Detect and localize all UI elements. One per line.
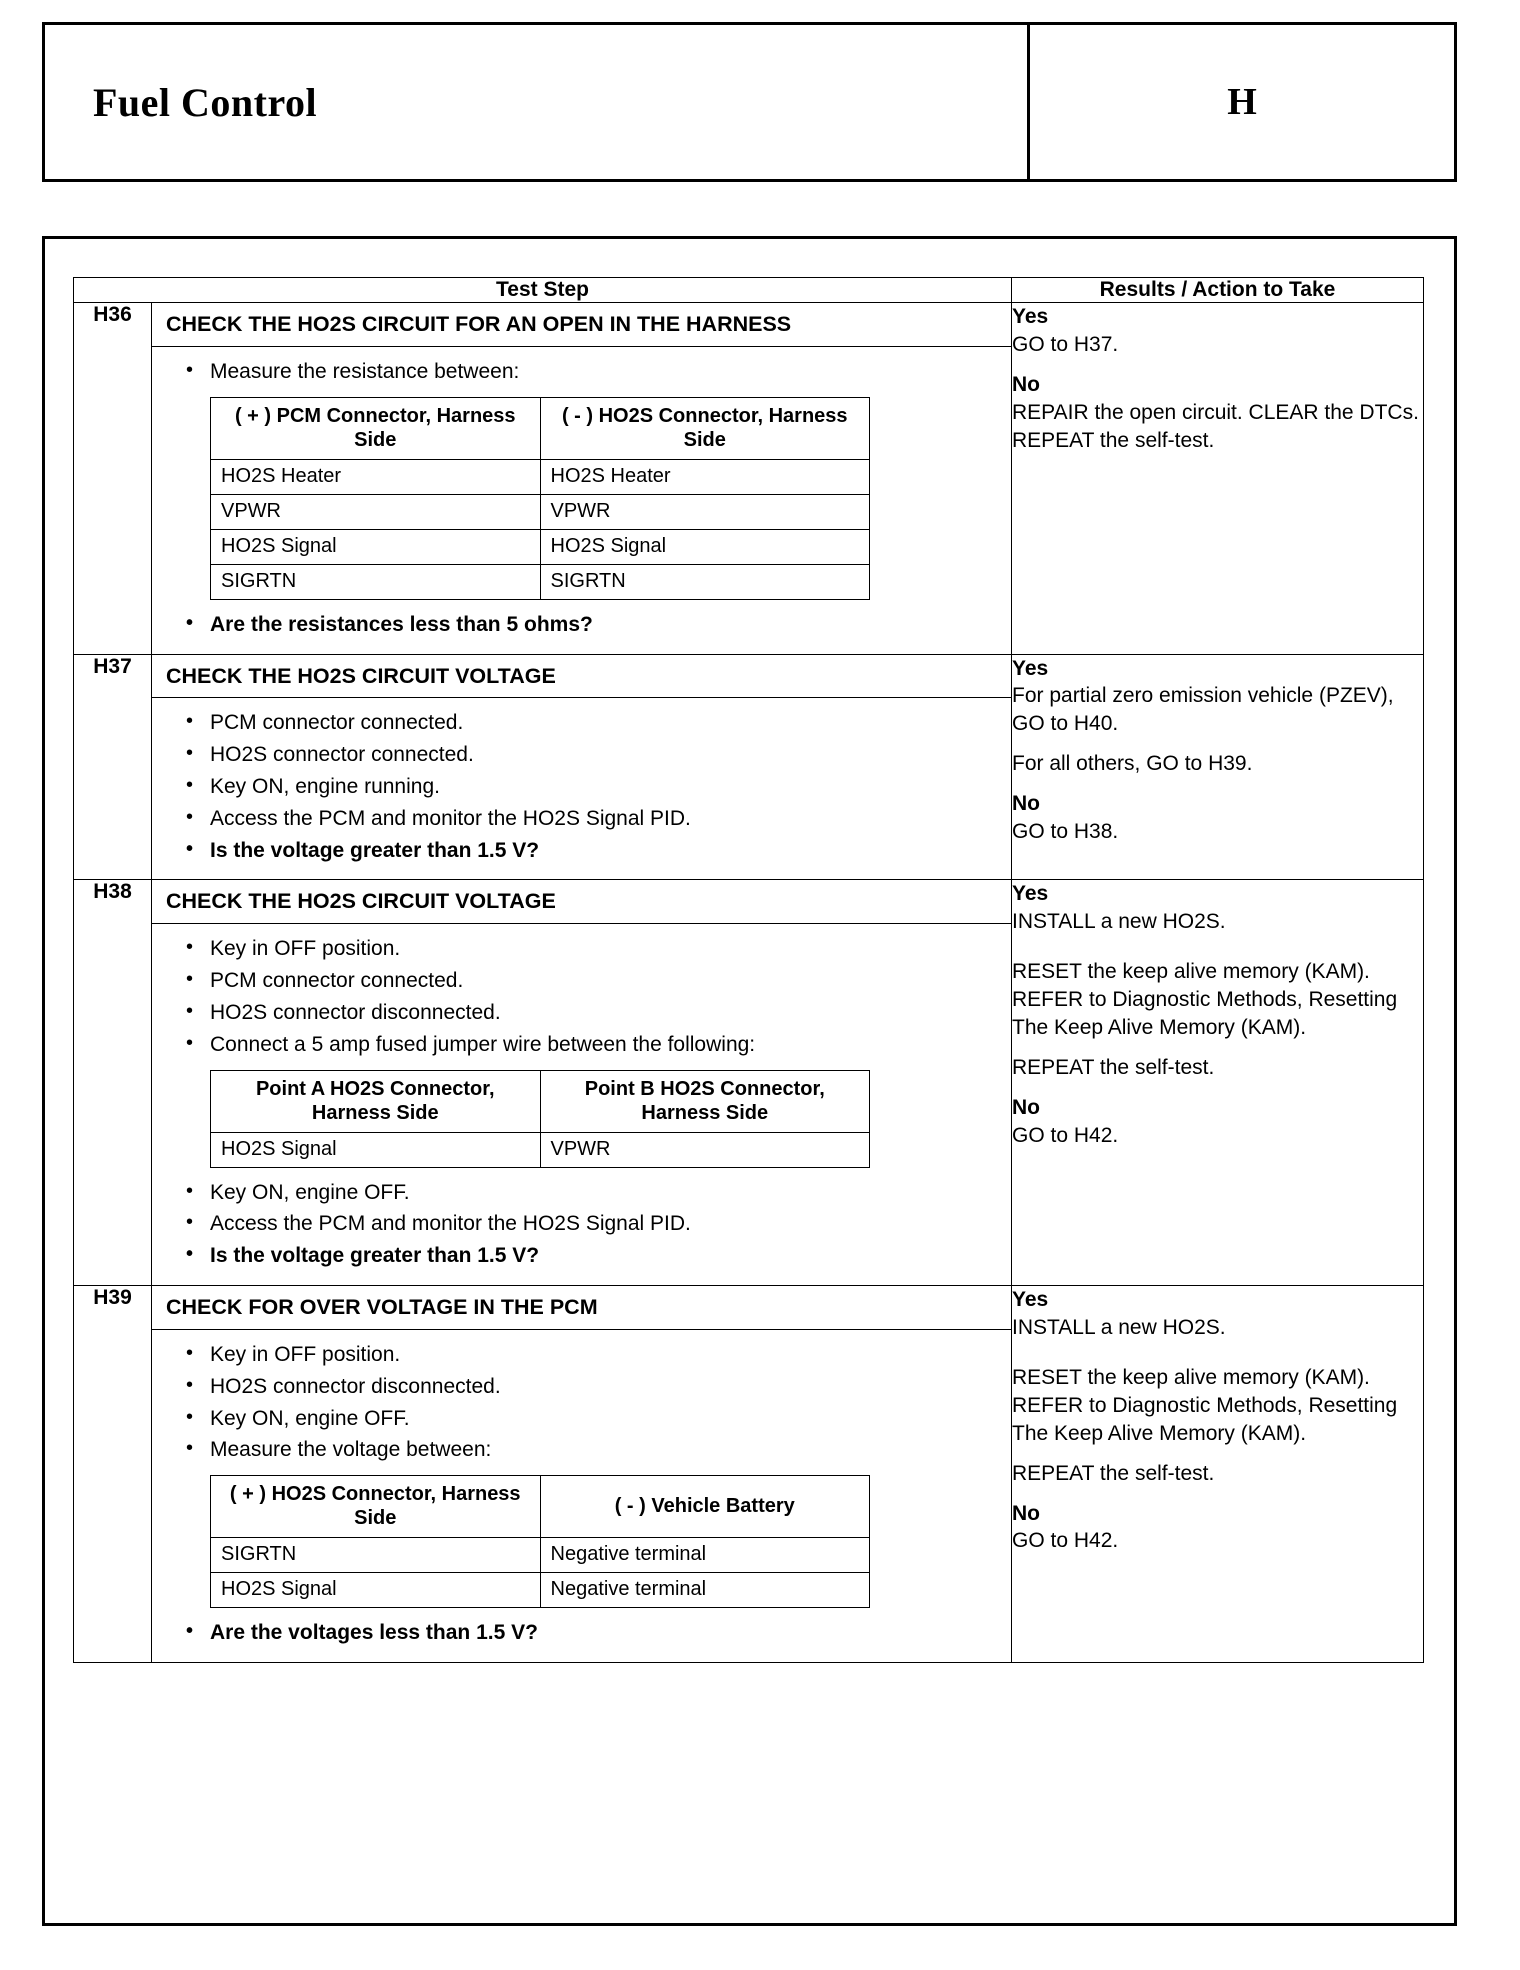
- result-block: [1012, 1460, 1423, 1488]
- result-text: REPAIR the open circuit. CLEAR the DTCs. REPEAT the self-test.: [1012, 400, 1419, 452]
- result-text: GO to H42.: [1012, 1529, 1119, 1553]
- result-block: [1012, 790, 1423, 846]
- result-block: [1012, 1094, 1423, 1150]
- result-block: [1012, 1500, 1423, 1556]
- section-letter: H: [1227, 81, 1257, 123]
- step-body-h37: [152, 698, 1011, 879]
- list-item: • Access the PCM and monitor the HO2S Signal PID.: [166, 804, 997, 834]
- header-section-letter-cell: [1030, 25, 1454, 179]
- result-label-yes: Yes: [1012, 656, 1049, 680]
- list-item: • Measure the resistance between:: [166, 357, 997, 387]
- step-id-h38: H38: [74, 880, 152, 1286]
- result-text: INSTALL a new HO2S.: [1012, 910, 1226, 934]
- list-item: • Is the voltage greater than 1.5 V?: [166, 836, 997, 866]
- list-item: • Are the resistances less than 5 ohms?: [166, 610, 997, 640]
- list-item: • PCM connector connected.: [166, 966, 997, 996]
- column-header-test-step: Test Step: [74, 278, 1012, 303]
- step-id-h39: H39: [74, 1286, 152, 1663]
- table-row: [211, 459, 870, 494]
- page-header: [42, 22, 1457, 182]
- result-block: [1012, 1286, 1423, 1342]
- sub-col-header: ( - ) Vehicle Battery: [540, 1476, 870, 1538]
- table-row: [211, 564, 870, 599]
- table-row: [211, 397, 870, 459]
- list-item: • Key ON, engine OFF.: [166, 1178, 997, 1208]
- table-row: [74, 654, 1424, 880]
- table-cell: Negative terminal: [540, 1573, 870, 1608]
- list-item: • Key ON, engine running.: [166, 772, 997, 802]
- step-content-h37: [152, 654, 1012, 880]
- list-item: • Is the voltage greater than 1.5 V?: [166, 1241, 997, 1271]
- sub-col-header: Point A HO2S Connector, Harness Side: [211, 1070, 541, 1132]
- step-body-h38: [152, 924, 1011, 1285]
- result-block: [1012, 750, 1423, 778]
- connector-table-h38: [210, 1070, 870, 1168]
- table-cell: SIGRTN: [211, 1538, 541, 1573]
- step-content-h39: [152, 1286, 1012, 1663]
- sub-col-header: Point B HO2S Connector, Harness Side: [540, 1070, 870, 1132]
- list-item: • Key ON, engine OFF.: [166, 1404, 997, 1434]
- list-item: • Key in OFF position.: [166, 1340, 997, 1370]
- step-content-h36: [152, 303, 1012, 655]
- sub-col-header: ( + ) PCM Connector, Harness Side: [211, 397, 541, 459]
- step-title-h38: CHECK THE HO2S CIRCUIT VOLTAGE: [152, 880, 1011, 924]
- table-cell: SIGRTN: [211, 564, 541, 599]
- results-cell-h36: [1012, 303, 1424, 655]
- column-header-results: Results / Action to Take: [1012, 278, 1424, 303]
- list-item: • HO2S connector connected.: [166, 740, 997, 770]
- list-item: • Are the voltages less than 1.5 V?: [166, 1618, 997, 1648]
- result-label-yes: Yes: [1012, 305, 1049, 328]
- table-cell: HO2S Signal: [211, 1573, 541, 1608]
- bullet-list: [166, 1178, 997, 1271]
- table-row: [211, 494, 870, 529]
- table-cell: VPWR: [540, 1132, 870, 1167]
- result-text: INSTALL a new HO2S.: [1012, 1315, 1226, 1339]
- table-row: [211, 1538, 870, 1573]
- bullet-list: [166, 1340, 997, 1465]
- table-cell: HO2S Signal: [211, 1132, 541, 1167]
- result-block: [1012, 880, 1423, 936]
- result-block: [1012, 1054, 1423, 1082]
- bullet-list: [166, 357, 997, 387]
- step-title-h36: CHECK THE HO2S CIRCUIT FOR AN OPEN IN THE HARNESS: [152, 303, 1011, 347]
- table-row: [211, 1132, 870, 1167]
- step-body-h39: [152, 1330, 1011, 1662]
- table-cell: Negative terminal: [540, 1538, 870, 1573]
- result-label-no: No: [1012, 1095, 1040, 1119]
- result-block: [1012, 958, 1423, 1042]
- step-body-h36: [152, 347, 1011, 654]
- connector-table-h36: [210, 397, 870, 600]
- table-row: [211, 1573, 870, 1608]
- result-block: [1012, 371, 1423, 455]
- result-label-yes: Yes: [1012, 882, 1049, 906]
- page-title: Fuel Control: [93, 79, 318, 125]
- table-cell: HO2S Heater: [211, 459, 541, 494]
- table-row: [74, 1286, 1424, 1663]
- result-block: [1012, 1364, 1423, 1448]
- table-row: [211, 529, 870, 564]
- table-cell: HO2S Signal: [540, 529, 870, 564]
- result-text: GO to H38.: [1012, 820, 1119, 844]
- table-cell: HO2S Signal: [211, 529, 541, 564]
- result-text: GO to H37.: [1012, 332, 1119, 356]
- step-title-h39: CHECK FOR OVER VOLTAGE IN THE PCM: [152, 1286, 1011, 1330]
- step-id-h37: H37: [74, 654, 152, 880]
- result-text: For all others, GO to H39.: [1012, 752, 1253, 776]
- result-label-yes: Yes: [1012, 1288, 1049, 1311]
- results-cell-h37: [1012, 654, 1424, 880]
- list-item: • PCM connector connected.: [166, 708, 997, 738]
- results-cell-h39: [1012, 1286, 1424, 1663]
- table-row: [74, 303, 1424, 655]
- table-row: [211, 1070, 870, 1132]
- table-cell: VPWR: [540, 494, 870, 529]
- step-content-h38: [152, 880, 1012, 1286]
- list-item: • Connect a 5 amp fused jumper wire between the following:: [166, 1030, 997, 1060]
- list-item: • HO2S connector disconnected.: [166, 1372, 997, 1402]
- step-title-h37: CHECK THE HO2S CIRCUIT VOLTAGE: [152, 655, 1011, 699]
- result-label-no: No: [1012, 1501, 1040, 1525]
- result-text: RESET the keep alive memory (KAM). REFER to Diagnostic Methods, Resetting The Keep Alive Memory (KAM).: [1012, 960, 1398, 1040]
- result-label-no: No: [1012, 792, 1040, 816]
- table-cell: HO2S Heater: [540, 459, 870, 494]
- sub-col-header: ( + ) HO2S Connector, Harness Side: [211, 1476, 541, 1538]
- result-text: RESET the keep alive memory (KAM). REFER to Diagnostic Methods, Resetting The Keep Alive Memory (KAM).: [1012, 1365, 1398, 1445]
- result-text: GO to H42.: [1012, 1123, 1119, 1147]
- table-row: [74, 880, 1424, 1286]
- result-block: [1012, 303, 1423, 359]
- list-item: • Measure the voltage between:: [166, 1435, 997, 1465]
- table-row: [211, 1476, 870, 1538]
- results-cell-h38: [1012, 880, 1424, 1286]
- bullet-list: [166, 934, 997, 1059]
- bullet-list: [166, 1618, 997, 1648]
- bullet-list: [166, 610, 997, 640]
- result-label-no: No: [1012, 372, 1040, 396]
- header-title-cell: [45, 25, 1030, 179]
- step-id-h36: H36: [74, 303, 152, 655]
- result-text: REPEAT the self-test.: [1012, 1056, 1215, 1080]
- table-cell: VPWR: [211, 494, 541, 529]
- result-block: [1012, 655, 1423, 739]
- table-header-row: [74, 278, 1424, 303]
- result-text: REPEAT the self-test.: [1012, 1461, 1215, 1485]
- list-item: • Access the PCM and monitor the HO2S Signal PID.: [166, 1209, 997, 1239]
- bullet-list: [166, 708, 997, 865]
- result-text: For partial zero emission vehicle (PZEV), GO to H40.: [1012, 684, 1394, 736]
- content-frame: [42, 236, 1457, 1926]
- connector-table-h39: [210, 1475, 870, 1608]
- list-item: • HO2S connector disconnected.: [166, 998, 997, 1028]
- diagnostic-table: [73, 277, 1424, 1663]
- sub-col-header: ( - ) HO2S Connector, Harness Side: [540, 397, 870, 459]
- list-item: • Key in OFF position.: [166, 934, 997, 964]
- table-cell: SIGRTN: [540, 564, 870, 599]
